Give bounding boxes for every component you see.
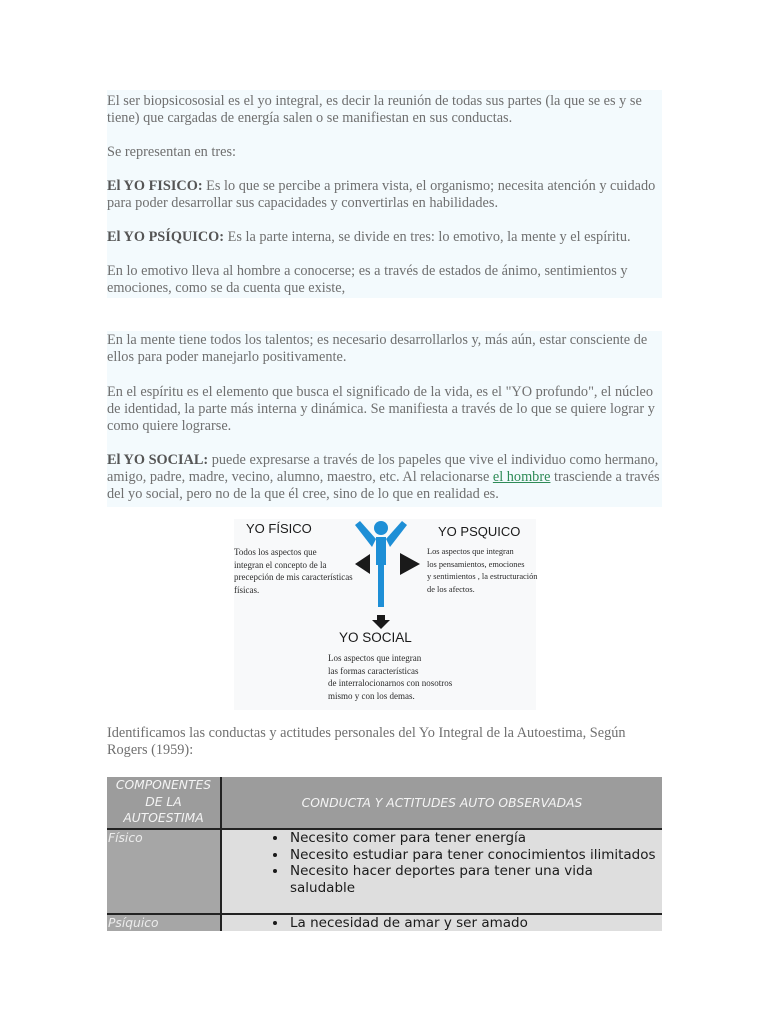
yo-social-title: YO SOCIAL (339, 630, 412, 645)
yo-fisico-text: Es lo que se percibe a primera vista, el organismo; necesita atención y cuidado para poder desarrollar sus capacidades y convertirlas en habilidades. (107, 178, 656, 211)
arrow-left-icon (355, 554, 370, 574)
intro-paragraph: El ser biopsicososial es el yo integral, es decir la reunión de todas sus partes (la que se es y se tiene) que cargadas de energía salen o se manifiestan en sus conductas. (107, 93, 642, 126)
table-header-row (107, 777, 662, 830)
items-cell (222, 915, 662, 931)
table-row (107, 915, 662, 931)
list-item: • Necesito comer para tener energía (288, 830, 662, 847)
list-item: • La necesidad de amar y ser amado (288, 915, 662, 931)
yo-fisico-caption: Todos los aspectos que integran el concepto de la precepción de mis características físicas. (234, 547, 353, 596)
emotivo-paragraph: En lo emotivo lleva al hombre a conocerse; es a través de estados de ánimo, sentimientos y emociones, como se da cuenta que existe, (107, 263, 628, 296)
yo-social-label: El YO SOCIAL: (107, 452, 209, 468)
yo-integral-figure (234, 519, 536, 710)
mind-spirit-block (107, 331, 662, 507)
yo-psquico-caption: Los aspectos que integran los pensamientos, emociones y sentimientos , la estructuración de los afectos. (427, 547, 538, 595)
autoestima-table (107, 777, 662, 931)
table-row (107, 830, 662, 915)
intro-block (107, 90, 662, 298)
header-conducta: CONDUCTA Y ACTITUDES AUTO OBSERVADAS (301, 796, 583, 810)
yo-fisico-label: El YO FISICO: (107, 178, 203, 194)
el-hombre-link[interactable]: el hombre (492, 469, 551, 485)
yo-fisico-title: YO FÍSICO (246, 521, 312, 536)
espiritu-paragraph (107, 384, 662, 435)
yo-social-text: puede expresarse a través de los papeles que vive el individuo como hermano, amigo, padre, madre, vecino, alumno, maestro, etc. Al relacionarse (107, 452, 659, 485)
arrow-right-icon (400, 553, 420, 575)
list-item: • Necesito estudiar para tener conocimientos ilimitados (288, 847, 662, 864)
yo-social-caption: Los aspectos que integran las formas características de interralocionarnos con nosotros mismo y con los demas. (328, 653, 453, 702)
component-cell: Físico (107, 830, 222, 913)
component-cell: Psíquico (107, 915, 222, 931)
identify-block (107, 725, 662, 759)
arrow-down-icon (372, 615, 390, 629)
items-cell (222, 830, 662, 913)
mente-paragraph (107, 331, 662, 366)
espiritu-text: es el elemento que busca el significado de la vida, es el "YO profundo", el núcleo de identidad, la parte más interna y dinámica. Se manifiesta a través de lo que se quiere lograr y como quiere lograrse. (107, 384, 655, 434)
yo-social-text-2: trasciende a través del yo social, pero no de la que él cree, sino de lo que en realidad es. (107, 469, 660, 502)
yo-psiquico-text: Es la parte interna, se divide en tres: lo emotivo, la mente y el espíritu. (224, 229, 631, 245)
yo-psquico-title: YO PSQUICO (438, 524, 521, 539)
identify-paragraph: Identificamos las conductas y actitudes personales del Yo Integral de la Autoestima, Según Rogers (1959): (107, 725, 626, 758)
list-item: • Necesito hacer deportes para tener una vida saludable (288, 863, 662, 896)
yo-social-paragraph (107, 452, 662, 503)
yo-fisico-paragraph (107, 178, 662, 212)
header-components: COMPONENTES DE LA AUTOESTIMA (107, 777, 222, 828)
espiritu-label: En el espíritu (107, 384, 184, 400)
represent-paragraph: Se representan en tres: (107, 144, 237, 160)
yo-psiquico-paragraph (107, 229, 662, 246)
mente-text: tiene todos los talentos; es necesario desarrollarlos y, más aún, estar consciente de ellos para poder manejarlo positivamente. (107, 332, 648, 365)
yo-psiquico-label: El YO PSÍQUICO: (107, 229, 225, 245)
mente-label: En la mente (107, 332, 176, 348)
